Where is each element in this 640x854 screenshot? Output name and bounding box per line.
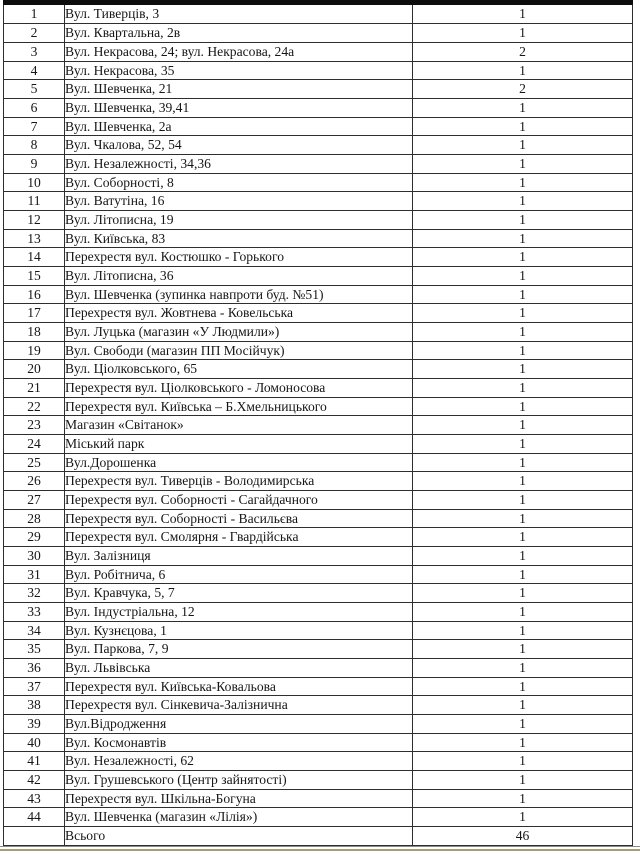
row-number-cell: 17 [4, 304, 65, 323]
count-cell: 1 [413, 397, 633, 416]
table-body [4, 3, 633, 846]
table-row [4, 472, 633, 491]
table-row [4, 696, 633, 715]
address-cell: Вул.Відродження [65, 715, 413, 734]
table-row [4, 435, 633, 454]
row-number-cell: 7 [4, 117, 65, 136]
address-cell: Вул. Чкалова, 52, 54 [65, 136, 413, 155]
row-number-cell: 42 [4, 771, 65, 790]
address-cell: Вул. Літописна, 19 [65, 210, 413, 229]
row-number-cell: 35 [4, 640, 65, 659]
address-cell: Вул. Соборності, 8 [65, 173, 413, 192]
table-row [4, 210, 633, 229]
table-row [4, 61, 633, 80]
count-cell: 1 [413, 547, 633, 566]
count-cell: 1 [413, 3, 633, 24]
count-cell: 1 [413, 677, 633, 696]
row-number-cell: 32 [4, 584, 65, 603]
count-cell: 1 [413, 285, 633, 304]
address-cell: Вул. Шевченка, 21 [65, 80, 413, 99]
address-cell: Вул. Ціолковського, 65 [65, 360, 413, 379]
address-cell: Вул. Свободи (магазин ПП Мосійчук) [65, 341, 413, 360]
row-number-cell: 13 [4, 229, 65, 248]
row-number-cell: 15 [4, 266, 65, 285]
total-value-cell: 46 [413, 827, 633, 846]
count-cell: 1 [413, 640, 633, 659]
table-row [4, 304, 633, 323]
table-row [4, 266, 633, 285]
table-row [4, 733, 633, 752]
row-number-cell: 41 [4, 752, 65, 771]
address-cell: Вул. Шевченка, 2а [65, 117, 413, 136]
table-row [4, 117, 633, 136]
row-number-cell: 31 [4, 565, 65, 584]
table-row [4, 154, 633, 173]
table-row [4, 379, 633, 398]
table-row [4, 584, 633, 603]
address-cell: Вул. Львівська [65, 659, 413, 678]
address-cell: Вул. Грушевського (Центр зайнятості) [65, 771, 413, 790]
address-cell: Вул. Незалежності, 34,36 [65, 154, 413, 173]
table-row [4, 715, 633, 734]
row-number-cell: 40 [4, 733, 65, 752]
address-cell: Вул. Кузнєцова, 1 [65, 621, 413, 640]
count-cell: 1 [413, 192, 633, 211]
row-number-cell: 2 [4, 24, 65, 43]
row-number-cell: 10 [4, 173, 65, 192]
row-number-cell: 24 [4, 435, 65, 454]
page-edge-scan-artifact [0, 849, 640, 851]
table-row [4, 341, 633, 360]
count-cell: 1 [413, 360, 633, 379]
address-cell: Перехрестя вул. Жовтнева - Ковельська [65, 304, 413, 323]
count-cell: 1 [413, 808, 633, 827]
count-cell: 1 [413, 453, 633, 472]
row-number-cell: 18 [4, 322, 65, 341]
table-row [4, 42, 633, 61]
address-cell: Вул. Київська, 83 [65, 229, 413, 248]
count-cell: 1 [413, 435, 633, 454]
row-number-cell: 19 [4, 341, 65, 360]
address-cell: Вул. Робітнича, 6 [65, 565, 413, 584]
table-row [4, 136, 633, 155]
row-number-cell: 30 [4, 547, 65, 566]
table-row [4, 192, 633, 211]
address-cell: Вул. Шевченка (магазин «Лілія») [65, 808, 413, 827]
table-row [4, 491, 633, 510]
table-row [4, 808, 633, 827]
table-row [4, 640, 633, 659]
count-cell: 1 [413, 584, 633, 603]
address-cell: Вул. Некрасова, 24; вул. Некрасова, 24а [65, 42, 413, 61]
count-cell: 1 [413, 248, 633, 267]
row-number-cell: 21 [4, 379, 65, 398]
count-cell: 1 [413, 659, 633, 678]
table-row [4, 24, 633, 43]
row-number-cell: 34 [4, 621, 65, 640]
count-cell: 1 [413, 528, 633, 547]
address-cell: Вул. Ватутіна, 16 [65, 192, 413, 211]
address-cell: Перехрестя вул. Тиверців - Володимирська [65, 472, 413, 491]
count-cell: 1 [413, 24, 633, 43]
address-cell: Вул. Космонавтів [65, 733, 413, 752]
count-cell: 1 [413, 229, 633, 248]
address-cell: Вул. Літописна, 36 [65, 266, 413, 285]
table-row [4, 789, 633, 808]
count-cell: 1 [413, 154, 633, 173]
count-cell: 1 [413, 771, 633, 790]
address-cell: Магазин «Світанок» [65, 416, 413, 435]
table-row [4, 621, 633, 640]
table-row [4, 397, 633, 416]
address-cell: Вул. Шевченка, 39,41 [65, 98, 413, 117]
row-number-cell: 25 [4, 453, 65, 472]
count-cell: 1 [413, 733, 633, 752]
count-cell: 1 [413, 173, 633, 192]
address-cell: Вул. Залізниця [65, 547, 413, 566]
count-cell: 1 [413, 565, 633, 584]
count-cell: 1 [413, 789, 633, 808]
row-number-cell: 22 [4, 397, 65, 416]
count-cell: 1 [413, 491, 633, 510]
row-number-cell: 38 [4, 696, 65, 715]
count-cell: 1 [413, 210, 633, 229]
count-cell: 1 [413, 416, 633, 435]
count-cell: 1 [413, 621, 633, 640]
row-number-cell: 12 [4, 210, 65, 229]
table-row [4, 360, 633, 379]
address-cell: Вул.Дорошенка [65, 453, 413, 472]
table-row [4, 547, 633, 566]
count-cell: 1 [413, 379, 633, 398]
address-count-table [3, 0, 633, 846]
address-cell: Вул. Кравчука, 5, 7 [65, 584, 413, 603]
row-number-cell: 36 [4, 659, 65, 678]
count-cell: 2 [413, 42, 633, 61]
count-cell: 1 [413, 603, 633, 622]
row-number-cell: 23 [4, 416, 65, 435]
table-row [4, 98, 633, 117]
count-cell: 1 [413, 715, 633, 734]
address-cell: Перехрестя вул. Київська-Ковальова [65, 677, 413, 696]
row-number-cell: 16 [4, 285, 65, 304]
count-cell: 1 [413, 98, 633, 117]
address-cell: Перехрестя вул. Смолярня - Гвардійська [65, 528, 413, 547]
count-cell: 1 [413, 509, 633, 528]
table-row [4, 453, 633, 472]
address-cell: Вул. Паркова, 7, 9 [65, 640, 413, 659]
count-cell: 1 [413, 472, 633, 491]
row-number-cell: 3 [4, 42, 65, 61]
count-cell: 1 [413, 266, 633, 285]
row-number-cell: 28 [4, 509, 65, 528]
table-row [4, 565, 633, 584]
row-number-cell: 39 [4, 715, 65, 734]
address-cell: Вул. Індустріальна, 12 [65, 603, 413, 622]
address-cell: Вул. Тиверців, 3 [65, 3, 413, 24]
table-row [4, 229, 633, 248]
row-number-cell: 8 [4, 136, 65, 155]
address-cell: Перехрестя вул. Соборності - Сагайдачного [65, 491, 413, 510]
row-number-cell: 5 [4, 80, 65, 99]
address-cell: Перехрестя вул. Сінкевича-Залізнична [65, 696, 413, 715]
count-cell: 1 [413, 117, 633, 136]
address-cell: Вул. Незалежності, 62 [65, 752, 413, 771]
row-number-cell: 26 [4, 472, 65, 491]
row-number-cell: 27 [4, 491, 65, 510]
address-cell: Вул. Луцька (магазин «У Людмили») [65, 322, 413, 341]
count-cell: 1 [413, 696, 633, 715]
count-cell: 1 [413, 341, 633, 360]
count-cell: 1 [413, 752, 633, 771]
row-number-cell: 9 [4, 154, 65, 173]
table-row [4, 80, 633, 99]
count-cell: 1 [413, 136, 633, 155]
count-cell: 1 [413, 304, 633, 323]
table-row [4, 528, 633, 547]
total-row [4, 827, 633, 846]
table-row [4, 322, 633, 341]
address-cell: Міський парк [65, 435, 413, 454]
row-number-cell: 20 [4, 360, 65, 379]
address-cell: Перехрестя вул. Шкільна-Богуна [65, 789, 413, 808]
count-cell: 1 [413, 61, 633, 80]
row-number-cell: 4 [4, 61, 65, 80]
table-row [4, 752, 633, 771]
table-row [4, 603, 633, 622]
table-row [4, 285, 633, 304]
address-cell: Перехрестя вул. Костюшко - Горького [65, 248, 413, 267]
table-row [4, 173, 633, 192]
row-number-cell: 6 [4, 98, 65, 117]
address-cell: Вул. Шевченка (зупинка навпроти буд. №51) [65, 285, 413, 304]
page-bottom-rule [0, 846, 640, 847]
total-empty-cell [4, 827, 65, 846]
address-cell: Перехрестя вул. Київська – Б.Хмельницького [65, 397, 413, 416]
row-number-cell: 14 [4, 248, 65, 267]
address-cell: Перехрестя вул. Ціолковського - Ломоносова [65, 379, 413, 398]
table-row [4, 509, 633, 528]
address-cell: Вул. Некрасова, 35 [65, 61, 413, 80]
row-number-cell: 1 [4, 3, 65, 24]
address-cell: Вул. Квартальна, 2в [65, 24, 413, 43]
row-number-cell: 29 [4, 528, 65, 547]
table-row [4, 248, 633, 267]
row-number-cell: 43 [4, 789, 65, 808]
table-row [4, 659, 633, 678]
total-label-cell: Всього [65, 827, 413, 846]
row-number-cell: 44 [4, 808, 65, 827]
count-cell: 2 [413, 80, 633, 99]
row-number-cell: 33 [4, 603, 65, 622]
table-row [4, 3, 633, 24]
row-number-cell: 11 [4, 192, 65, 211]
table-row [4, 771, 633, 790]
table-row [4, 677, 633, 696]
table-row [4, 416, 633, 435]
address-cell: Перехрестя вул. Соборності - Васильєва [65, 509, 413, 528]
row-number-cell: 37 [4, 677, 65, 696]
count-cell: 1 [413, 322, 633, 341]
